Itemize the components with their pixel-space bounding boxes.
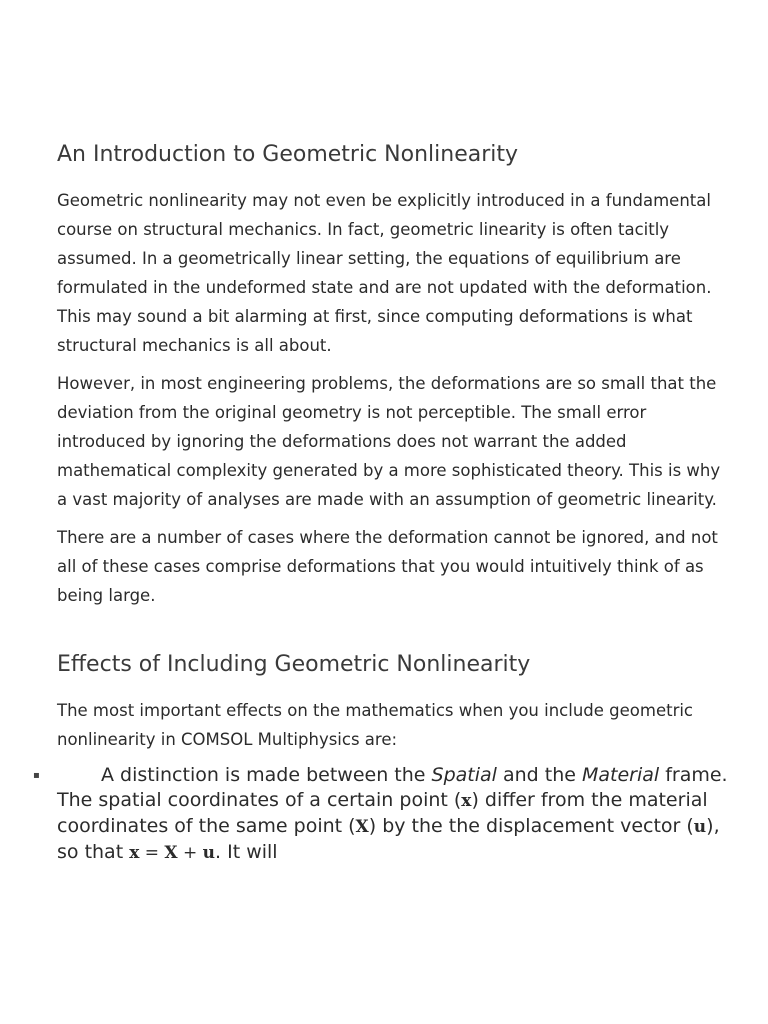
document-page: [33, 140, 729, 866]
math-symbol-x: x: [461, 791, 472, 811]
paragraph-effects-intro: The most important effects on the mathematics when you include geometric nonlinearity in COMSOL Multiphysics are:: [57, 701, 694, 749]
equation-u: u: [202, 843, 216, 863]
list-item: [33, 763, 729, 866]
equation-X: X: [164, 843, 178, 863]
paragraph-1: Geometric nonlinearity may not even be explicitly introduced in a fundamental course on structural mechanics. In fact, geometric linearity is often tacitly assumed. In a geometrically linear setting, the equations of equilibrium are formulated in the undeformed state and are not updated with the deformation. This may sound a bit alarming at first, since computing deformations is what structural mechanics is all about.: [57, 191, 712, 355]
bullet-marker: ▪: [33, 770, 40, 781]
math-symbol-u: u: [693, 817, 707, 837]
paragraph-2: However, in most engineering problems, the deformations are so small that the deviation from the original geometry is not perceptible. The small error introduced by ignoring the deformations does not warrant the added mathematical complexity generated by a more sophisticated theory. This is why a vast majority of analyses are made with an assumption of geometric linearity.: [57, 374, 721, 509]
section-heading-effects: Effects of Including Geometric Nonlinearity: [57, 652, 531, 677]
paragraph-3: There are a number of cases where the deformation cannot be ignored, and not all of these cases comprise deformations that you would intuitively think of as being large.: [57, 528, 718, 605]
material-term: Material: [581, 764, 660, 786]
bullet-text: A distinction is made between the Spatial and the Material frame. The spatial coordinates of a certain point (x) differ from the material coordinates of the same point (X) by the the displacement vector (u), so that x = X + u. It will: [57, 764, 728, 863]
equation-x: x: [129, 843, 140, 863]
section-heading-introduction: An Introduction to Geometric Nonlinearity: [57, 142, 519, 167]
math-symbol-X: X: [355, 817, 369, 837]
spatial-term: Spatial: [431, 764, 497, 786]
